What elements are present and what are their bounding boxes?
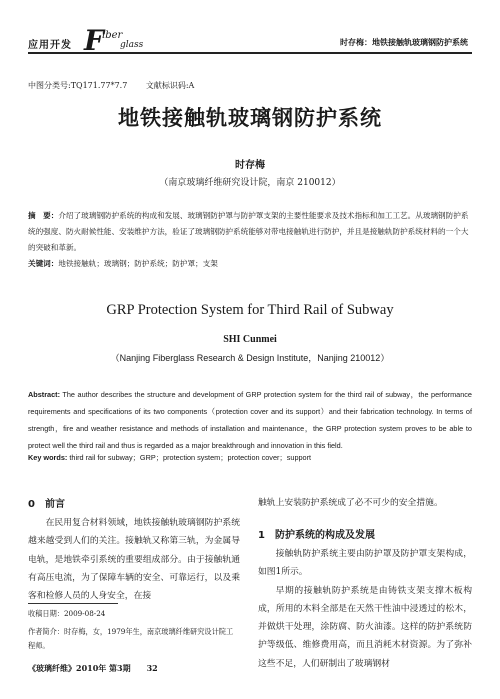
title-cn: 地铁接触轨玻璃钢防护系统 [118,106,382,130]
title-en: GRP Protection System for Third Rail of Subway [106,302,394,318]
section-label: 应用开发 [28,40,72,51]
running-title: 时存梅：地铁接触轨玻璃钢防护系统 [340,37,468,47]
abstract-en-label: Abstract: [28,390,61,399]
abstract-cn-label: 摘 要： [28,211,59,220]
logo-sub1: iber [102,30,123,41]
section-1-paragraph-1: 接触轨防护系统主要由防护罩及防护罩支架构成，如图1所示。 [258,549,472,578]
abstract-en [28,386,472,454]
clc-number: 中图分类号:TQ171.77*7.7 [28,81,128,90]
section-1-heading: 1 防护系统的构成及发展 [258,530,375,541]
keywords-cn [28,258,474,269]
author-en: SHI Cunmei [223,334,277,345]
abstract-en-text: The author describes the structure and development of GRP protection system for the third rail of subway，the performance requirements and specifications of its two components（protection cover and its support）and their fabrication technology. In terms of strength，fire and weather resistance and methods of installation and maintenance，the GRP protection system proves to be able to protect well the third rail and thus is regarded as a major breakthrough and innovation in this field. [28,390,472,450]
logo-letter: F [84,24,104,57]
continued-paragraph: 触轨上安装防护系统成了必不可少的安全措施。 [258,498,443,508]
page-footer: 《玻璃纤维》2010年 第3期 32 [28,663,158,673]
affiliation-en: （Nanjing Fiberglass Research & Design Institute，Nanjing 210012） [110,353,390,363]
keywords-cn-text: 地铁接触轨；玻璃钢；防护系统；防护罩；支架 [58,259,218,268]
left-column [28,514,240,605]
header-rule [28,52,472,54]
footnote-received: 收稿日期：2009-08-24 [28,609,106,618]
keywords-en [28,453,472,463]
keywords-cn-label: 关键词： [28,259,59,268]
footnote-rule [28,603,118,604]
abstract-cn-text: 介绍了玻璃钢防护系统的构成和发展、玻璃钢防护罩与防护罩支架的主要性能要求及技术指标和加工工艺。从玻璃钢防护系统的强度、防火耐候性能、安装维护方法，验证了玻璃钢防护系统能够对带电接触轨进行防护，并且是接触轨防护系统材料的一个大的突破和革新。 [28,211,469,252]
keywords-en-text: third rail for subway；GRP；protection system；protection cover；support [67,453,312,462]
right-column [258,545,472,673]
meta-line [28,80,210,91]
keywords-en-label: Key words: [28,453,68,462]
logo-sub2: glass [120,40,144,50]
author-cn: 时存梅 [235,160,265,171]
abstract-cn [28,208,474,256]
right-column-top [258,494,472,512]
section-0-paragraph: 在民用复合材料领域，地铁接触轨玻璃钢防护系统越来越受到人们的关注。接触轨又称第三轨，为金属导电轨，是地铁牵引系统的重要组成部分。由于接触轨通有高压电流，为了保障车辆的安全、可靠运行，以及乘客和检修人员的人身安全，在接 [28,518,240,602]
section-0-heading: 0 前言 [28,499,65,510]
affiliation-cn: （南京玻璃纤维研究设计院，南京 210012） [159,178,341,188]
doc-code: 文献标识码:A [145,81,195,90]
footnote-author: 作者简介：时存梅，女，1979年生，南京玻璃纤维研究设计院工程师。 [28,627,234,650]
section-1-paragraph-2: 早期的接触轨防护系统是由铸铁支架支撑木板构成，所用的木料全部是在天然干性油中浸透过的松木，并做烘干处理，涂防腐、防火油漆。这样的防护系统防护等级低、维修费用高，而且消耗木材资源。为了弥补这些不足，人们研制出了玻璃钢材 [258,585,472,669]
